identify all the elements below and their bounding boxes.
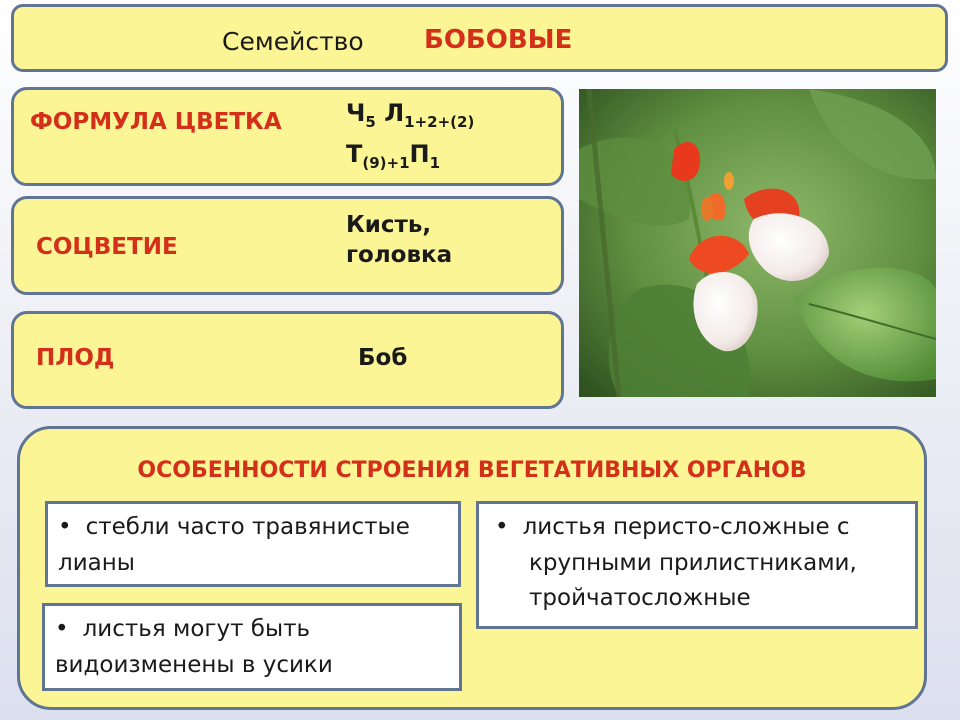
bullet-icon: • bbox=[495, 514, 509, 540]
vegetative-card-leaves bbox=[476, 501, 918, 629]
leaves-text-2: крупными прилистниками, bbox=[529, 549, 857, 576]
bean-flower-illustration bbox=[579, 89, 936, 397]
pistil-count: 1 bbox=[429, 153, 441, 172]
vegetative-card-tendrils-line-1 bbox=[55, 612, 449, 648]
stems-text-2: лианы bbox=[58, 549, 135, 576]
family-name: БОБОВЫЕ bbox=[424, 25, 573, 55]
title-prefix: Семейство bbox=[222, 27, 364, 56]
leaves-text-3: тройчатосложные bbox=[529, 585, 751, 612]
pistil-symbol: П bbox=[409, 140, 430, 168]
bean-flower-photo bbox=[579, 89, 936, 397]
vegetative-card-stems bbox=[45, 501, 461, 587]
fruit-panel bbox=[11, 311, 564, 409]
inflorescence-panel bbox=[11, 196, 564, 295]
vegetative-organs-heading: ОСОБЕННОСТИ СТРОЕНИЯ ВЕГЕТАТИВНЫХ ОРГАНОВ bbox=[137, 458, 807, 483]
vegetative-organs-panel bbox=[17, 426, 927, 710]
corolla-symbol: Л bbox=[384, 99, 405, 127]
calyx-symbol: Ч bbox=[346, 99, 366, 127]
stamen-count: (9)+1 bbox=[362, 153, 410, 172]
inflorescence-value bbox=[346, 211, 452, 271]
fruit-label: ПЛОД bbox=[36, 345, 115, 371]
bullet-icon: • bbox=[55, 616, 69, 642]
tendrils-text-2: видоизменены в усики bbox=[55, 651, 333, 678]
bullet-icon: • bbox=[58, 514, 72, 540]
leaves-text-1: листья перисто-сложные с bbox=[522, 514, 850, 540]
vegetative-card-leaves-line-1 bbox=[489, 510, 905, 546]
vegetative-card-stems-line-1 bbox=[58, 510, 448, 546]
stems-text-1: стебли часто травянистые bbox=[85, 514, 410, 540]
flower-formula-panel bbox=[11, 87, 564, 186]
inflorescence-label: СОЦВЕТИЕ bbox=[36, 234, 178, 260]
stamen-symbol: Т bbox=[346, 140, 363, 168]
flower-formula-label: ФОРМУЛА ЦВЕТКА bbox=[30, 109, 282, 135]
flower-formula-line-1 bbox=[346, 98, 474, 132]
title-banner bbox=[11, 4, 948, 72]
calyx-count: 5 bbox=[365, 112, 376, 131]
inflorescence-value-line-1: Кисть, bbox=[346, 212, 432, 238]
tendrils-text-1: листья могут быть bbox=[82, 616, 311, 642]
fruit-value: Боб bbox=[358, 345, 408, 371]
corolla-count: 1+2+(2) bbox=[404, 112, 475, 131]
flower-formula-line-2 bbox=[346, 139, 440, 173]
inflorescence-value-line-2: головка bbox=[346, 241, 453, 268]
vegetative-card-tendrils bbox=[42, 603, 462, 691]
